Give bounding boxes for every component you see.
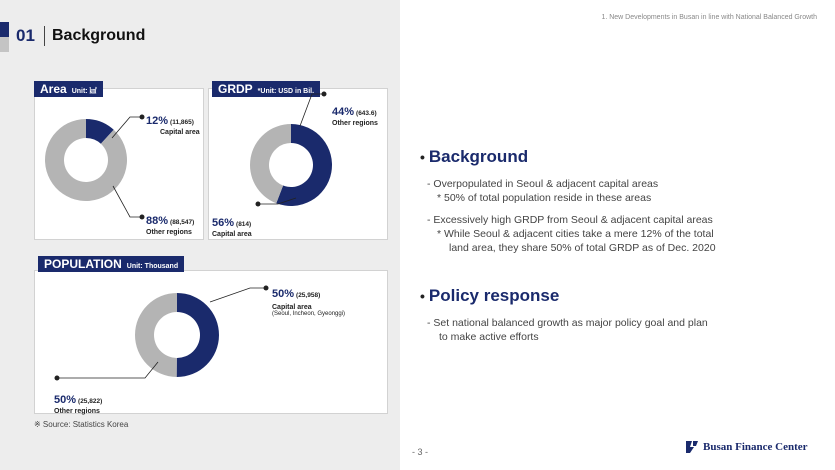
section-accent-bottom	[0, 37, 9, 52]
section-title: Background	[52, 27, 146, 44]
population-title: POPULATION	[44, 257, 122, 271]
population-capital-caption: Capital area	[272, 304, 312, 311]
section-divider	[44, 26, 45, 46]
area-other-label	[146, 211, 194, 236]
population-tag	[38, 256, 184, 272]
grdp-unit: *Unit: USD in Bil.	[257, 88, 315, 95]
area-title: Area	[40, 82, 67, 96]
policy-line-2: to make active efforts	[439, 331, 539, 343]
policy-heading	[420, 286, 559, 306]
bfc-logo-icon	[685, 440, 699, 454]
population-other-pct: 50%	[54, 394, 77, 406]
population-capital-label	[272, 284, 345, 317]
background-line-3: - Excessively high GRDP from Seoul & adjacent capital areas	[427, 214, 713, 226]
population-capital-value: (25,958)	[296, 292, 321, 299]
source-note: ※ Source: Statistics Korea	[34, 420, 129, 429]
background-line-2: * 50% of total population reside in these areas	[437, 192, 652, 204]
grdp-capital-label	[212, 213, 252, 238]
grdp-other-label	[332, 102, 378, 127]
grdp-tag	[212, 81, 320, 97]
background-heading	[420, 147, 528, 167]
bullet-dot-icon: •	[420, 149, 425, 165]
population-unit: Unit: Thousand	[126, 263, 179, 270]
area-capital-label	[146, 111, 200, 136]
background-line-1: - Overpopulated in Seoul & adjacent capital areas	[427, 178, 659, 190]
grdp-title: GRDP	[218, 82, 253, 96]
population-capital-sub: (Seoul, Incheon, Gyeonggi)	[272, 311, 346, 317]
section-number: 01	[16, 26, 35, 45]
area-capital-caption: Capital area	[160, 129, 200, 136]
grdp-capital-pct: 56%	[212, 217, 235, 229]
background-heading-text: Background	[428, 147, 529, 166]
policy-heading-text: Policy response	[428, 286, 560, 305]
bullet-dot-icon: •	[420, 288, 425, 304]
grdp-capital-caption: Capital area	[212, 231, 252, 238]
grdp-other-caption: Other regions	[332, 120, 378, 127]
policy-line-1: - Set national balanced growth as major policy goal and plan	[427, 317, 708, 329]
population-other-label	[54, 390, 102, 415]
area-other-caption: Other regions	[146, 229, 192, 236]
page-number: - 3 -	[412, 447, 429, 457]
area-unit: Unit: ㎢	[71, 88, 97, 95]
area-other-pct: 88%	[146, 215, 169, 227]
area-other-value: (88,547)	[170, 219, 195, 226]
population-capital-pct: 50%	[272, 288, 295, 300]
busan-finance-center-logo	[685, 440, 808, 454]
section-accent-top	[0, 22, 9, 37]
background-line-4: * While Seoul & adjacent cities take a mere 12% of the total	[437, 228, 714, 240]
area-capital-value: (11,865)	[170, 119, 194, 126]
population-other-caption: Other regions	[54, 408, 100, 415]
grdp-other-value: (643.6)	[356, 110, 377, 117]
area-capital-pct: 12%	[146, 115, 169, 127]
area-tag	[34, 81, 103, 97]
header-subtitle: 1. New Developments in Busan in line with National Balanced Growth	[601, 14, 817, 21]
logo-text: Busan Finance Center	[703, 441, 808, 453]
population-other-value: (25,822)	[78, 398, 103, 405]
grdp-other-pct: 44%	[332, 106, 355, 118]
grdp-capital-value: (814)	[236, 221, 252, 228]
background-line-5: land area, they share 50% of total GRDP as of Dec. 2020	[449, 242, 716, 254]
